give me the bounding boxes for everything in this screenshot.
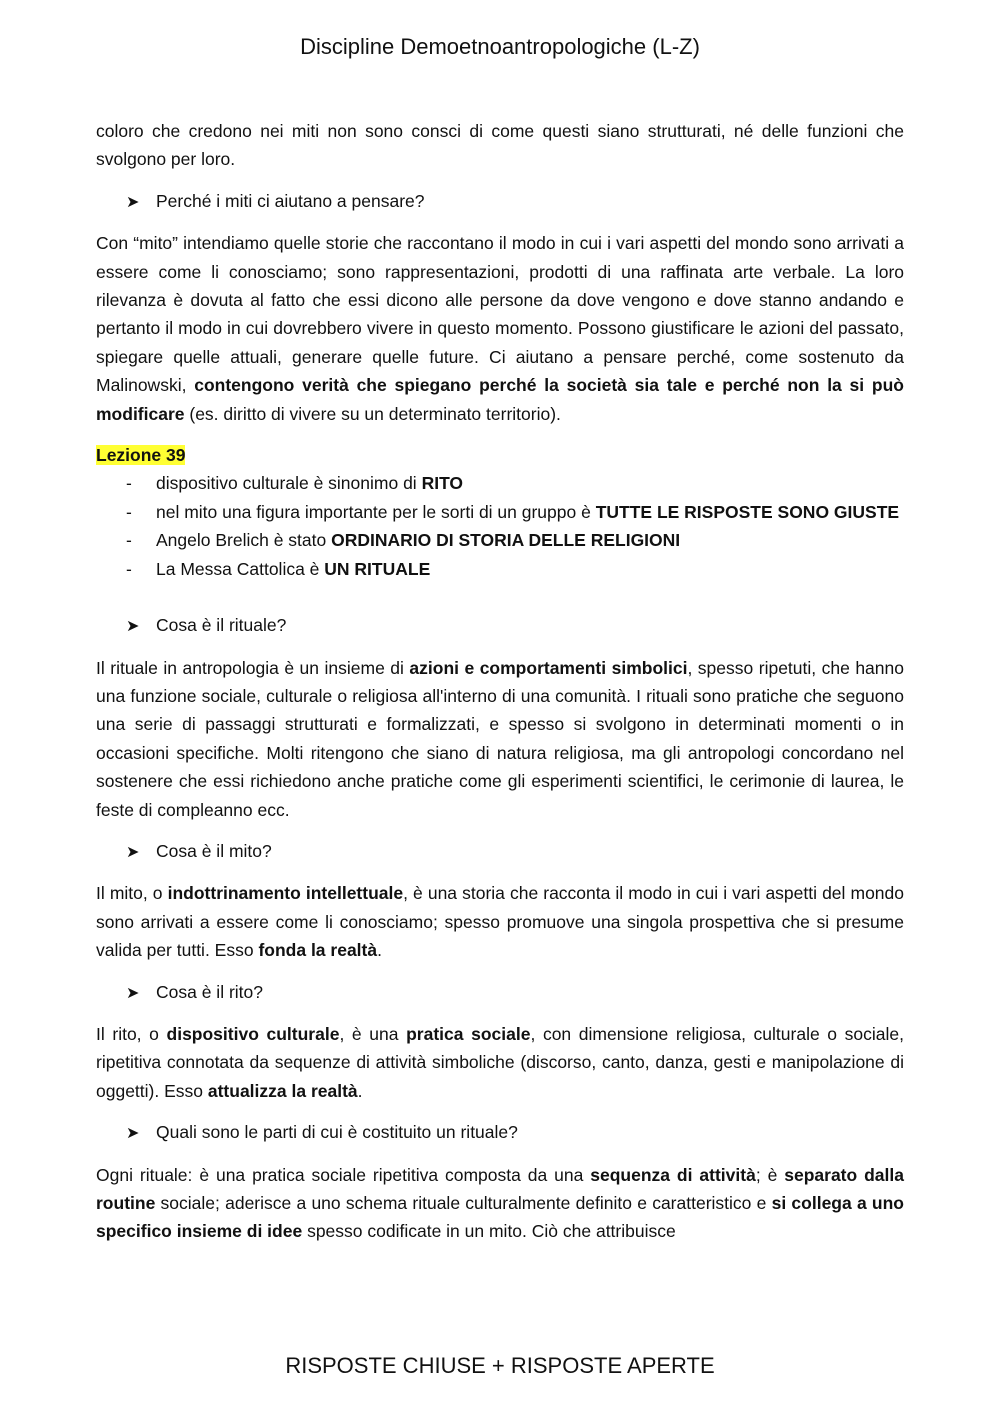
paragraph-text: sociale; aderisce a uno schema rituale culturalmente definito e caratteristico e <box>155 1193 772 1213</box>
paragraph-text: , è una <box>339 1023 407 1044</box>
question-text: Cosa è il rituale? <box>156 615 287 636</box>
bold-text: fonda la realtà <box>258 940 378 961</box>
answer-paragraph <box>96 229 904 428</box>
paragraph-text: Il rituale in antropologia è un insieme di <box>96 657 410 678</box>
list-item <box>96 555 904 583</box>
paragraph-text: . <box>357 1080 363 1101</box>
list-item-question: dispositivo culturale è sinonimo di <box>156 473 422 494</box>
bold-text: contengono verità che spiegano perché la società sia tale e perché non la si può modificare <box>96 375 904 424</box>
arrowhead-bullet-icon: ➤ <box>126 618 140 636</box>
page-header: Discipline Demoetnoantropologiche (L-Z) <box>300 34 700 59</box>
list-item <box>96 526 904 554</box>
intro-paragraph: coloro che credono nei miti non sono consci di come questi siano strutturati, né delle funzioni che svolgono per loro. <box>96 121 904 170</box>
bold-text: sequenza di attività <box>590 1164 756 1185</box>
paragraph-text: . <box>377 940 382 961</box>
list-item-question: nel mito una figura importante per le sorti di un gruppo è <box>156 501 596 522</box>
document-body <box>96 117 904 1246</box>
paragraph-text: Il mito, o <box>96 883 168 904</box>
list-item-answer: UN RITUALE <box>324 558 431 579</box>
dash-bullet: - <box>126 530 132 551</box>
list-item-answer: TUTTE LE RISPOSTE SONO GIUSTE <box>595 501 900 522</box>
bold-text: dispositivo culturale <box>166 1023 340 1044</box>
list-item <box>96 498 904 526</box>
lesson-heading <box>96 441 904 469</box>
question-text: Perché i miti ci aiutano a pensare? <box>156 190 425 211</box>
dash-bullet: - <box>126 501 132 522</box>
list-item-answer: RITO <box>421 473 464 494</box>
paragraph-text: , con dimensione religiosa, culturale o sociale, ripetitiva connotata da sequenze di attività simboliche (discorso, canto, danza, gesti e manipolazione di oggetti). Esso <box>96 1023 904 1101</box>
question-heading <box>96 837 904 867</box>
paragraph-text: Il rito, o <box>96 1023 167 1044</box>
answer-list <box>96 469 904 583</box>
answer-paragraph <box>96 1161 904 1246</box>
bold-text: pratica sociale <box>406 1023 531 1044</box>
paragraph-text: , è una storia che racconta il modo in cui i vari aspetti del mondo sono arrivati a essere come li conosciamo; spesso promuove una singola prospettiva che si presume valida per tutti. Esso <box>96 883 904 961</box>
answer-paragraph <box>96 654 904 824</box>
bold-text: indottrinamento intellettuale <box>167 883 404 904</box>
bold-text: si collega a uno specifico insieme di idee <box>96 1193 904 1242</box>
arrowhead-bullet-icon: ➤ <box>126 1125 140 1143</box>
answer-paragraph <box>96 879 904 964</box>
question-heading <box>96 611 904 641</box>
question-heading <box>96 187 904 217</box>
paragraph-text: Ogni rituale: è una pratica sociale ripetitiva composta da una <box>96 1164 591 1185</box>
lesson-label: Lezione 39 <box>96 445 186 466</box>
page-footer: RISPOSTE CHIUSE + RISPOSTE APERTE <box>285 1353 715 1378</box>
paragraph-text: ; è <box>755 1164 785 1185</box>
dash-bullet: - <box>126 473 132 494</box>
question-text: Cosa è il mito? <box>156 840 272 861</box>
answer-paragraph <box>96 1020 904 1105</box>
question-heading <box>96 978 904 1008</box>
arrowhead-bullet-icon: ➤ <box>126 984 140 1002</box>
arrowhead-bullet-icon: ➤ <box>126 193 140 211</box>
dash-bullet: - <box>126 558 132 579</box>
paragraph-text: Con “mito” intendiamo quelle storie che raccontano il modo in cui i vari aspetti del mondo sono arrivati a essere come li conosciamo; sono rappresentazioni, prodotti di una raffinata arte verbale. La loro rilevanza è dovuta al fatto che essi dicono alle persone da dove vengono e dove stanno andando e pertanto il modo in cui dovrebbero vivere in questo momento. Possono giustificare le azioni del passato, spiegare quelle attuali, generare quelle future. Ci aiutano a pensare perché, come sostenuto da Malinowski, <box>96 233 904 396</box>
paragraph-text: spesso codificate in un mito. Ciò che attribuisce <box>302 1221 676 1242</box>
bold-text: azioni e comportamenti simbolici <box>409 657 688 678</box>
paragraph-text: (es. diritto di vivere su un determinato territorio). <box>184 403 561 424</box>
question-heading <box>96 1118 904 1148</box>
bold-text: separato dalla routine <box>96 1164 904 1213</box>
list-item-answer: ORDINARIO DI STORIA DELLE RELIGIONI <box>331 530 681 551</box>
bold-text: attualizza la realtà <box>207 1080 358 1101</box>
list-item-question: Angelo Brelich è stato <box>156 530 332 551</box>
question-text: Quali sono le parti di cui è costituito un rituale? <box>156 1122 518 1143</box>
list-item <box>96 469 904 497</box>
arrowhead-bullet-icon: ➤ <box>126 843 140 861</box>
list-item-question: La Messa Cattolica è <box>156 558 325 579</box>
paragraph-text: , spesso ripetuti, che hanno una funzione sociale, culturale o religiosa all'interno di una comunità. I rituali sono pratiche che seguono una serie di passaggi strutturati e formalizzati, e spesso si svolgono in determinati momenti o in occasioni specifiche. Molti ritengono che siano di natura religiosa, ma gli antropologi concordano nel sostenere che essi richiedono anche pratiche come gli esperimenti scientifici, le cerimonie di laurea, le feste di compleanno ecc. <box>96 657 904 820</box>
question-text: Cosa è il rito? <box>156 981 263 1002</box>
